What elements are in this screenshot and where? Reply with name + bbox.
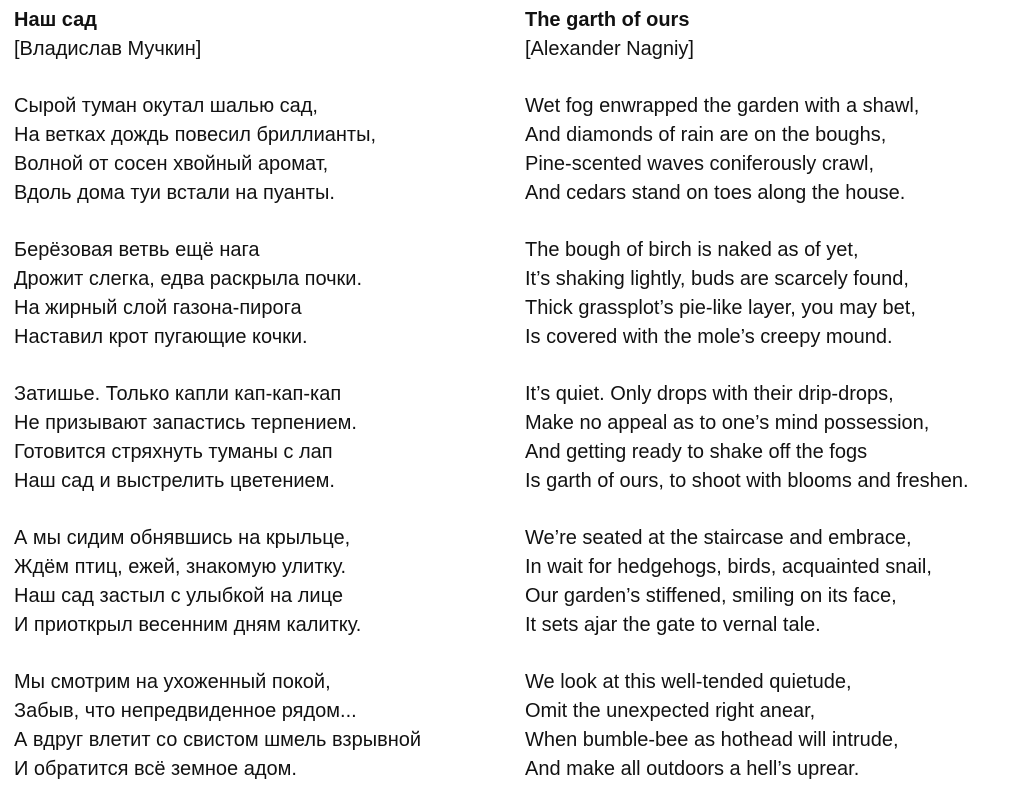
poem-line: Wet fog enwrapped the garden with a shawl, (525, 95, 920, 118)
poem-line: In wait for hedgehogs, birds, acquainted snail, (525, 556, 932, 579)
poem-line: And diamonds of rain are on the boughs, (525, 124, 887, 147)
poem-line: Не призывают запастись терпением. (14, 412, 357, 435)
poem-line: It sets ajar the gate to vernal tale. (525, 613, 821, 636)
english-stanza-2 (525, 236, 969, 351)
poem-line: Мы смотрим на ухоженный покой, (14, 671, 331, 694)
russian-poem-column (14, 6, 421, 812)
poem-line: Make no appeal as to one’s mind possession, (525, 412, 930, 435)
poem-line: Thick grassplot’s pie-like layer, you may bet, (525, 296, 916, 319)
english-stanza-4 (525, 524, 969, 639)
russian-stanza-2 (14, 236, 421, 351)
poem-line: На жирный слой газона-пирога (14, 296, 302, 319)
poem-line: Сырой туман окутал шалью сад, (14, 95, 318, 118)
russian-poem-title: Наш сад (14, 9, 97, 31)
poem-line: Our garden’s stiffened, smiling on its face, (525, 584, 897, 607)
poem-line: The bough of birch is naked as of yet, (525, 239, 859, 262)
russian-stanza-1 (14, 92, 421, 207)
english-stanza-5 (525, 668, 969, 783)
poem-line: А мы сидим обнявшись на крыльце, (14, 527, 351, 550)
poem-line: When bumble-bee as hothead will intrude, (525, 728, 899, 751)
poem-line: And make all outdoors a hell’s uprear. (525, 757, 860, 780)
poem-line: Наш сад застыл с улыбкой на лице (14, 584, 343, 607)
title-spacer (525, 64, 969, 93)
poem-line: Наш сад и выстрелить цветением. (14, 469, 335, 492)
poem-line: Ждём птиц, ежей, знакомую улитку. (14, 556, 347, 579)
english-stanza-1 (525, 92, 969, 207)
english-poem-title: The garth of ours (525, 9, 690, 31)
poem-line: На ветках дождь повесил бриллианты, (14, 124, 377, 147)
poem-line: And getting ready to shake off the fogs (525, 440, 868, 463)
poem-line: Вдоль дома туи встали на пуанты. (14, 181, 335, 204)
poem-line: Pine-scented waves coniferously crawl, (525, 152, 875, 175)
russian-stanza-4 (14, 524, 421, 639)
poem-line: Затишье. Только капли кап-кап-кап (14, 383, 342, 406)
poem-line: Забыв, что непредвиденное рядом... (14, 700, 357, 723)
poem-line: We look at this well-tended quietude, (525, 671, 852, 694)
poem-line: Is garth of ours, to shoot with blooms and freshen. (525, 469, 969, 492)
russian-poem-author: [Владислав Мучкин] (14, 37, 202, 60)
poem-line: Omit the unexpected right anear, (525, 700, 816, 723)
english-stanza-3 (525, 380, 969, 495)
poem-line: Наставил крот пугающие кочки. (14, 325, 308, 348)
poem-line: And cedars stand on toes along the house. (525, 181, 906, 204)
poem-line: Берёзовая ветвь ещё нага (14, 239, 260, 262)
english-poem-author: [Alexander Nagniy] (525, 37, 694, 60)
poem-line: Is covered with the mole’s creepy mound. (525, 325, 893, 348)
poem-line: И обратится всё земное адом. (14, 757, 297, 780)
poem-line: А вдруг влетит со свистом шмель взрывной (14, 728, 422, 751)
russian-stanza-3 (14, 380, 421, 495)
poem-line: Волной от сосен хвойный аромат, (14, 152, 329, 175)
poem-line: И приоткрыл весенним дням калитку. (14, 613, 362, 636)
poem-line: It’s quiet. Only drops with their drip-drops, (525, 383, 894, 406)
poem-line: Готовится стряхнуть туманы с лап (14, 440, 333, 463)
english-poem-column (525, 6, 969, 812)
poem-line: Дрожит слегка, едва раскрыла почки. (14, 268, 363, 291)
russian-stanza-5 (14, 668, 421, 783)
poem-line: It’s shaking lightly, buds are scarcely found, (525, 268, 909, 291)
poem-line: We’re seated at the staircase and embrace, (525, 527, 912, 550)
title-spacer (14, 64, 421, 93)
